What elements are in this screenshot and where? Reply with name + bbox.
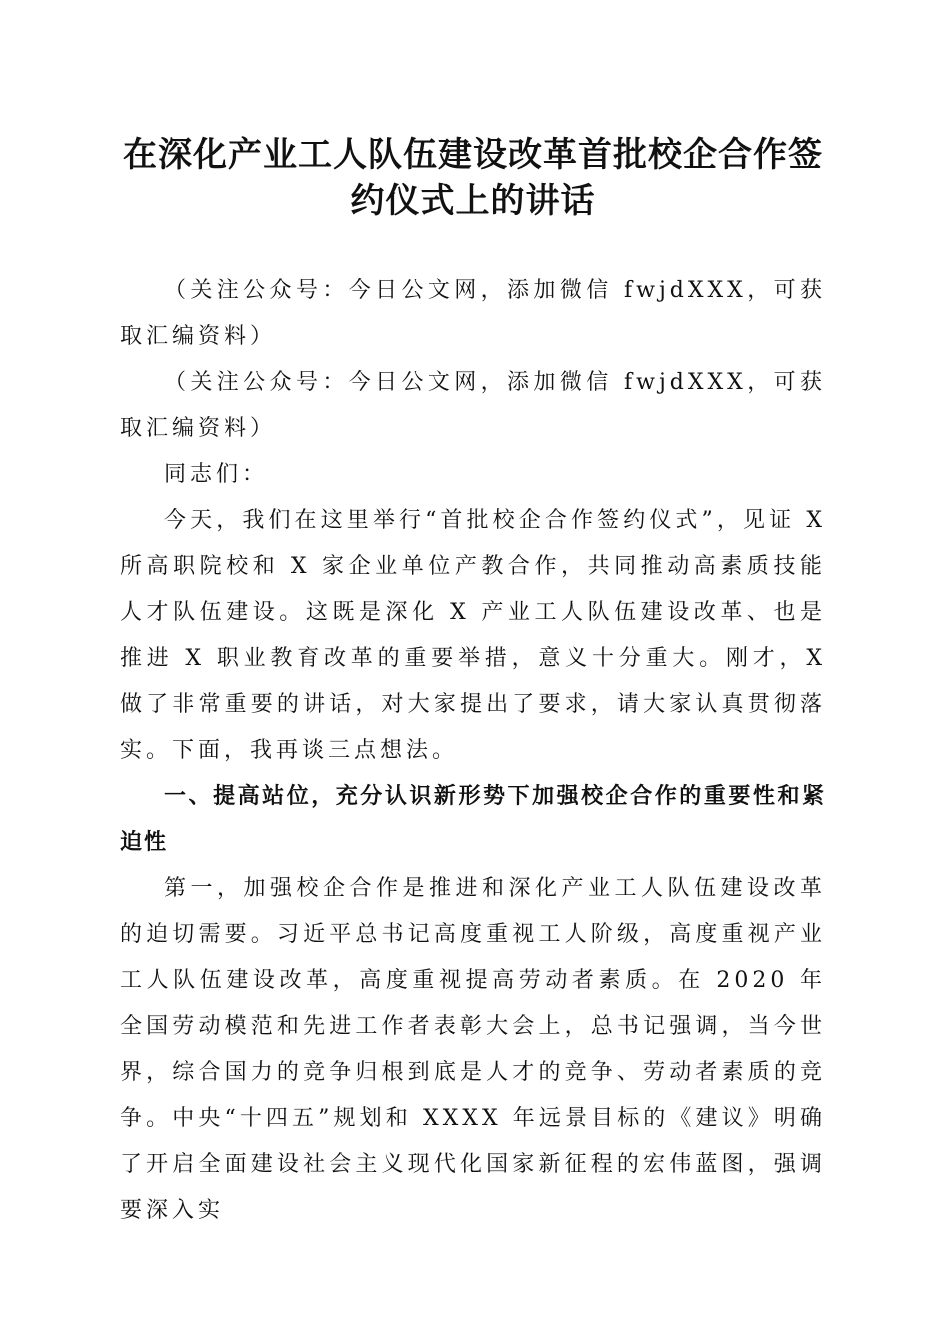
notice-paragraph-2: （关注公众号：今日公文网，添加微信 fwjdXXX，可获取汇编资料） bbox=[120, 370, 826, 441]
document-content bbox=[120, 132, 826, 1234]
first-point-paragraph: 第一，加强校企合作是推进和深化产业工人队伍建设改革的迫切需要。习近平总书记高度重视工人阶级，高度重视产业工人队伍建设改革，高度重视提高劳动者素质。在 2020 年全国劳动模范和先进工作者表彰大会上，总书记强调，当今世界，综合国力的竞争归根到底是人才的竞争、劳动者素质的竞争。中央“十四五”规划和 XXXX 年远景目标的《建议》明确了开启全面建设社会主义现代化国家新征程的宏伟蓝图，强调要深入实 bbox=[120, 876, 826, 1223]
title-line-1: 在深化产业工人队伍建设改革首批校企合作签 bbox=[123, 135, 823, 175]
title-line-2: 约仪式上的讲话 bbox=[350, 181, 596, 221]
salutation: 同志们： bbox=[164, 462, 269, 487]
section-heading-1: 一、提高站位，充分认识新形势下加强校企合作的重要性和紧迫性 bbox=[120, 784, 826, 855]
intro-paragraph: 今天，我们在这里举行“首批校企合作签约仪式”，见证 X 所高职院校和 X 家企业单位产教合作，共同推动高素质技能人才队伍建设。这既是深化 X 产业工人队伍建设改革、也是推进 X 职业教育改革的重要举措，意义十分重大。刚才，X 做了非常重要的讲话，对大家提出了要求，请大家认真贯彻落实。下面，我再谈三点想法。 bbox=[120, 508, 826, 763]
notice-paragraph-1: （关注公众号：今日公文网，添加微信 fwjdXXX，可获取汇编资料） bbox=[120, 278, 826, 349]
document-title bbox=[120, 132, 826, 224]
document-body bbox=[120, 268, 826, 1234]
